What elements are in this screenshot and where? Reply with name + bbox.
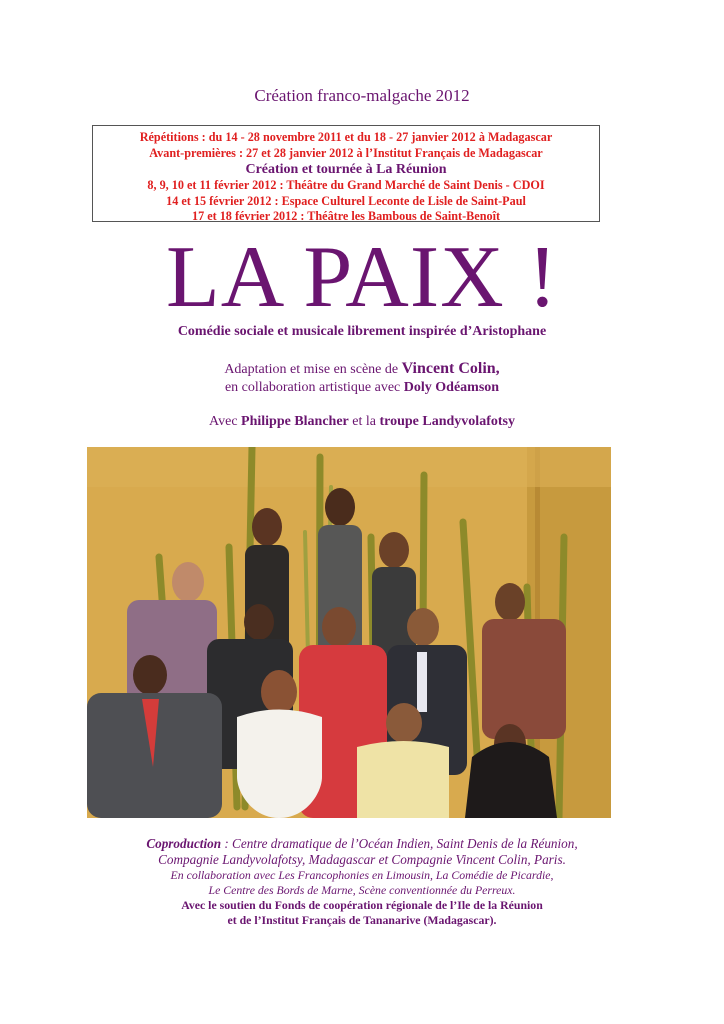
schedule-box [92,125,600,222]
schedule-line: 17 et 18 février 2012 : Théâtre les Bambous de Saint-Benoît [191,209,501,223]
coproduction-line-2: Compagnie Landyvolafotsy, Madagascar et Compagnie Vincent Colin, Paris. [158,852,566,867]
credit-adaptation [0,360,724,378]
collaboration-line-1: En collaboration avec Les Francophonies en Limousin, La Comédie de Picardie, [170,868,554,882]
play-title: LA PAIX ! [165,229,559,326]
support-line-2: et de l’Institut Français de Tananarive (Madagascar). [227,913,497,927]
schedule-line: Avant-premières : 27 et 28 janvier 2012 à l’Institut Français de Madagascar [149,145,543,160]
schedule-line: Création et tournée à La Réunion [245,162,447,177]
director-name: Vincent Colin, [401,360,500,377]
collaborator-name: Doly Odéamson [403,380,500,395]
schedule-line: 8, 9, 10 et 11 février 2012 : Théâtre du Grand Marché de Saint Denis - CDOI [147,178,545,192]
credit-collaboration [0,380,724,396]
coproduction-line-1 [0,836,724,852]
cast-mid: et la [348,414,380,429]
collab-prefix: en collaboration artistique avec [224,380,404,395]
production-credits [0,836,724,928]
troupe-name: troupe Landyvolafotsy [379,414,515,429]
troupe-photo [87,447,611,818]
schedule-line: Répétitions : du 14 - 28 novembre 2011 et du 18 - 27 janvier 2012 à Madagascar [139,130,553,144]
lead-actor: Philippe Blancher [241,414,349,429]
cast-prefix: Avec [209,414,242,429]
collaboration-line-2: Le Centre des Bords de Marne, Scène conventionnée du Perreux. [208,883,516,897]
coproduction-label: Coproduction [146,836,222,851]
support-line-1: Avec le soutien du Fonds de coopération régionale de l’Ile de la Réunion [181,898,543,912]
subtitle-creation: Création franco-malgache 2012 [254,86,470,105]
coproduction-text: : Centre dramatique de l’Océan Indien, Saint Denis de la Réunion, [221,836,578,851]
troupe-photo-illustration [87,447,611,818]
adaptation-prefix: Adaptation et mise en scène de [224,362,402,377]
schedule-line: 14 et 15 février 2012 : Espace Culturel Leconte de Lisle de Saint-Paul [166,193,526,208]
tagline: Comédie sociale et musicale librement inspirée d’Aristophane [177,324,547,339]
cast-line [0,414,724,430]
